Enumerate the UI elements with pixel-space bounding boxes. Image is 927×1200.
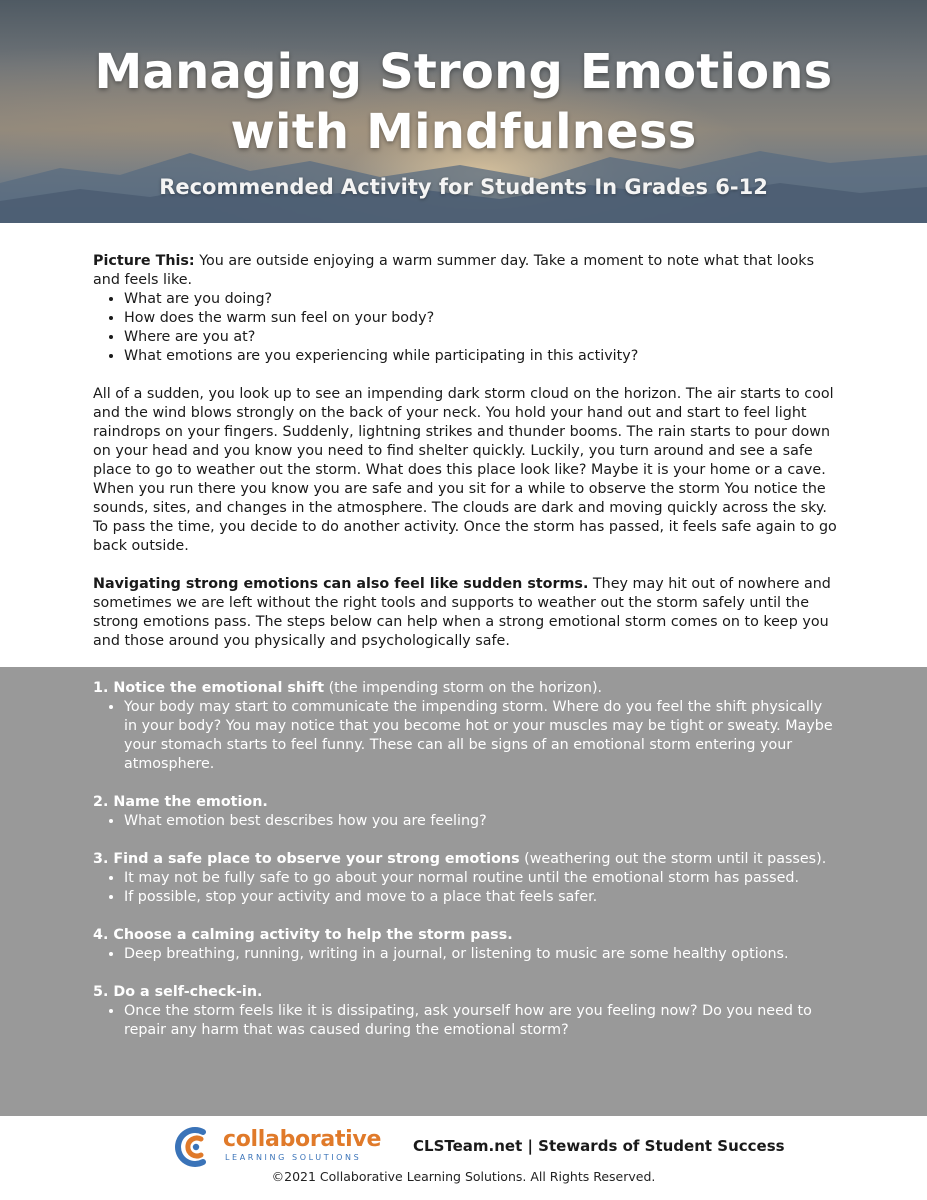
list-item: • It may not be fully safe to go about your normal routine until the emotional storm has passed. xyxy=(124,869,838,888)
intro-question-list xyxy=(93,290,838,366)
list-item: • Deep breathing, running, writing in a journal, or listening to music are some healthy options. xyxy=(124,945,838,964)
step-heading: 3. Find a safe place to observe your strong emotions (weathering out the storm until it passes). xyxy=(93,851,827,867)
collaborative-logo-icon xyxy=(173,1126,217,1168)
list-item: • What emotion best describes how you are feeling? xyxy=(124,812,838,831)
step-heading: 5. Do a self-check-in. xyxy=(93,984,263,1000)
step-heading: 1. Notice the emotional shift (the impending storm on the horizon). xyxy=(93,680,603,696)
footer-copyright: ©2021 Collaborative Learning Solutions. All Rights Reserved. xyxy=(271,1169,656,1184)
navigating-paragraph: Navigating strong emotions can also feel like sudden storms. They may hit out of nowhere and sometimes we are left without the right tools and supports to weather out the storm safely until the strong emotions pass. The steps below can help when a strong emotional storm comes on to keep you and those around you physically and psychologically safe. xyxy=(93,576,831,649)
list-item: • Once the storm feels like it is dissipating, ask yourself how are you feeling now? Do you need to repair any harm that was caused during the emotional storm? xyxy=(124,1002,838,1040)
steps-list xyxy=(93,679,838,1040)
intro-paragraph: Picture This: You are outside enjoying a warm summer day. Take a moment to note what that looks and feels like. xyxy=(93,253,815,288)
list-item: • If possible, stop your activity and move to a place that feels safer. xyxy=(124,888,838,907)
logo-wordmark: collaborative xyxy=(223,1127,382,1152)
list-item: • What emotions are you experiencing while participating in this activity? xyxy=(124,347,838,366)
step-heading: 4. Choose a calming activity to help the storm pass. xyxy=(93,927,513,943)
step-heading: 2. Name the emotion. xyxy=(93,794,268,810)
collaborative-logo[interactable] xyxy=(173,1126,383,1168)
logo-subtext: LEARNING SOLUTIONS xyxy=(225,1153,362,1162)
page-subtitle: Recommended Activity for Students In Grades 6-12 xyxy=(159,175,768,199)
list-item: • Your body may start to communicate the impending storm. Where do you feel the shift physically in your body? You may notice that you become hot or your muscles may be tight or sweaty. Maybe your stomach starts to feel funny. These can all be signs of an emotional storm entering your atmosphere. xyxy=(124,698,838,774)
page-title: Managing Strong Emotions with Mindfulness xyxy=(94,44,833,160)
header-banner xyxy=(0,0,927,223)
list-item: • Where are you at? xyxy=(124,328,838,347)
footer-tagline[interactable]: CLSTeam.net | Stewards of Student Success xyxy=(413,1137,785,1155)
story-paragraph: All of a sudden, you look up to see an impending dark storm cloud on the horizon. The air starts to cool and the wind blows strongly on the back of your neck. You hold your hand out and start to feel light raindrops on your fingers. Suddenly, lightning strikes and thunder booms. The rain starts to pour down on your head and you know you need to find shelter quickly. Luckily, you turn around and see a safe place to go to weather out the storm. What does this place look like? Maybe it is your home or a cave. When you run there you know you are safe and you sit for a while to observe the storm You notice the sounds, sites, and changes in the atmosphere. The clouds are dark and moving quickly across the sky. To pass the time, you decide to do another activity. Once the storm has passed, it feels safe again to go back outside. xyxy=(93,386,837,554)
intro-section xyxy=(93,252,838,651)
list-item: • What are you doing? xyxy=(124,290,838,309)
list-item: • How does the warm sun feel on your body? xyxy=(124,309,838,328)
